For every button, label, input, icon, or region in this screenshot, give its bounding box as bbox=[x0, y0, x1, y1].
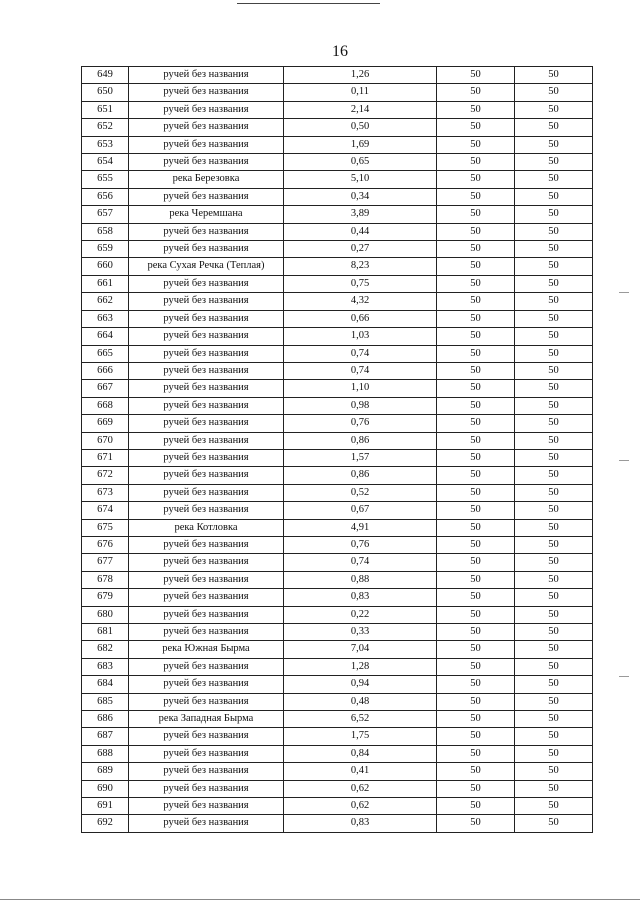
table-row bbox=[82, 571, 593, 588]
water-body-name: ручей без названия bbox=[129, 362, 284, 379]
row-number: 690 bbox=[82, 780, 129, 797]
length-value: 0,33 bbox=[284, 624, 437, 641]
water-body-name: ручей без названия bbox=[129, 345, 284, 362]
zone-width-value: 50 bbox=[515, 519, 593, 536]
zone-width-value: 50 bbox=[515, 676, 593, 693]
row-number: 654 bbox=[82, 154, 129, 171]
water-body-name: ручей без названия bbox=[129, 467, 284, 484]
zone-width-value: 50 bbox=[437, 154, 515, 171]
row-number: 668 bbox=[82, 397, 129, 414]
length-value: 0,67 bbox=[284, 502, 437, 519]
water-body-name: ручей без названия bbox=[129, 241, 284, 258]
row-number: 684 bbox=[82, 676, 129, 693]
row-number: 652 bbox=[82, 119, 129, 136]
zone-width-value: 50 bbox=[437, 711, 515, 728]
table-row bbox=[82, 275, 593, 292]
row-number: 653 bbox=[82, 136, 129, 153]
zone-width-value: 50 bbox=[515, 275, 593, 292]
water-body-name: ручей без названия bbox=[129, 676, 284, 693]
zone-width-value: 50 bbox=[437, 310, 515, 327]
table-row bbox=[82, 467, 593, 484]
zone-width-value: 50 bbox=[515, 67, 593, 84]
zone-width-value: 50 bbox=[437, 67, 515, 84]
zone-width-value: 50 bbox=[515, 119, 593, 136]
length-value: 1,03 bbox=[284, 328, 437, 345]
water-body-name: ручей без названия bbox=[129, 119, 284, 136]
length-value: 8,23 bbox=[284, 258, 437, 275]
table-row bbox=[82, 658, 593, 675]
length-value: 1,26 bbox=[284, 67, 437, 84]
water-body-name: ручей без названия bbox=[129, 502, 284, 519]
row-number: 675 bbox=[82, 519, 129, 536]
length-value: 0,86 bbox=[284, 432, 437, 449]
table-row bbox=[82, 293, 593, 310]
water-body-name: ручей без названия bbox=[129, 310, 284, 327]
water-body-name: река Котловка bbox=[129, 519, 284, 536]
water-body-name: ручей без названия bbox=[129, 589, 284, 606]
zone-width-value: 50 bbox=[437, 206, 515, 223]
row-number: 686 bbox=[82, 711, 129, 728]
row-number: 664 bbox=[82, 328, 129, 345]
table-row bbox=[82, 763, 593, 780]
length-value: 6,52 bbox=[284, 711, 437, 728]
water-body-name: ручей без названия bbox=[129, 328, 284, 345]
water-body-name: ручей без названия bbox=[129, 571, 284, 588]
length-value: 0,65 bbox=[284, 154, 437, 171]
length-value: 0,62 bbox=[284, 780, 437, 797]
row-number: 677 bbox=[82, 554, 129, 571]
table-row bbox=[82, 119, 593, 136]
water-body-name: ручей без названия bbox=[129, 554, 284, 571]
zone-width-value: 50 bbox=[515, 328, 593, 345]
zone-width-value: 50 bbox=[437, 728, 515, 745]
zone-width-value: 50 bbox=[515, 467, 593, 484]
row-number: 680 bbox=[82, 606, 129, 623]
scan-mark bbox=[619, 460, 629, 461]
length-value: 0,22 bbox=[284, 606, 437, 623]
zone-width-value: 50 bbox=[515, 171, 593, 188]
table-row bbox=[82, 241, 593, 258]
zone-width-value: 50 bbox=[437, 536, 515, 553]
water-body-name: ручей без названия bbox=[129, 154, 284, 171]
water-body-name: ручей без названия bbox=[129, 449, 284, 466]
row-number: 676 bbox=[82, 536, 129, 553]
length-value: 5,10 bbox=[284, 171, 437, 188]
table-row bbox=[82, 536, 593, 553]
rivers-table-body bbox=[82, 67, 593, 833]
length-value: 0,34 bbox=[284, 188, 437, 205]
table-row bbox=[82, 328, 593, 345]
zone-width-value: 50 bbox=[437, 815, 515, 832]
table-row bbox=[82, 345, 593, 362]
row-number: 681 bbox=[82, 624, 129, 641]
row-number: 682 bbox=[82, 641, 129, 658]
zone-width-value: 50 bbox=[437, 380, 515, 397]
row-number: 692 bbox=[82, 815, 129, 832]
water-body-name: ручей без названия bbox=[129, 415, 284, 432]
zone-width-value: 50 bbox=[437, 676, 515, 693]
table-row bbox=[82, 380, 593, 397]
length-value: 2,14 bbox=[284, 101, 437, 118]
length-value: 0,50 bbox=[284, 119, 437, 136]
row-number: 650 bbox=[82, 84, 129, 101]
water-body-name: ручей без названия bbox=[129, 624, 284, 641]
top-rule bbox=[237, 3, 380, 4]
length-value: 0,52 bbox=[284, 484, 437, 501]
zone-width-value: 50 bbox=[437, 119, 515, 136]
length-value: 1,57 bbox=[284, 449, 437, 466]
length-value: 0,94 bbox=[284, 676, 437, 693]
water-body-name: ручей без названия bbox=[129, 763, 284, 780]
length-value: 0,66 bbox=[284, 310, 437, 327]
row-number: 669 bbox=[82, 415, 129, 432]
water-body-name: ручей без названия bbox=[129, 536, 284, 553]
water-body-name: река Сухая Речка (Теплая) bbox=[129, 258, 284, 275]
zone-width-value: 50 bbox=[437, 780, 515, 797]
table-row bbox=[82, 362, 593, 379]
length-value: 0,74 bbox=[284, 554, 437, 571]
bottom-rule bbox=[0, 899, 640, 900]
length-value: 0,62 bbox=[284, 798, 437, 815]
table-row bbox=[82, 101, 593, 118]
zone-width-value: 50 bbox=[515, 502, 593, 519]
zone-width-value: 50 bbox=[437, 467, 515, 484]
zone-width-value: 50 bbox=[515, 432, 593, 449]
row-number: 649 bbox=[82, 67, 129, 84]
water-body-name: ручей без названия bbox=[129, 780, 284, 797]
length-value: 0,83 bbox=[284, 815, 437, 832]
length-value: 0,86 bbox=[284, 467, 437, 484]
zone-width-value: 50 bbox=[515, 536, 593, 553]
length-value: 1,75 bbox=[284, 728, 437, 745]
length-value: 3,89 bbox=[284, 206, 437, 223]
length-value: 0,88 bbox=[284, 571, 437, 588]
zone-width-value: 50 bbox=[437, 798, 515, 815]
water-body-name: река Черемшана bbox=[129, 206, 284, 223]
row-number: 685 bbox=[82, 693, 129, 710]
table-row bbox=[82, 136, 593, 153]
row-number: 671 bbox=[82, 449, 129, 466]
table-row bbox=[82, 606, 593, 623]
table-row bbox=[82, 258, 593, 275]
zone-width-value: 50 bbox=[437, 449, 515, 466]
table-row bbox=[82, 624, 593, 641]
zone-width-value: 50 bbox=[515, 798, 593, 815]
table-row bbox=[82, 589, 593, 606]
water-body-name: ручей без названия bbox=[129, 136, 284, 153]
zone-width-value: 50 bbox=[515, 380, 593, 397]
length-value: 4,32 bbox=[284, 293, 437, 310]
water-body-name: ручей без названия bbox=[129, 397, 284, 414]
water-body-name: ручей без названия bbox=[129, 293, 284, 310]
table-row bbox=[82, 432, 593, 449]
table-row bbox=[82, 641, 593, 658]
row-number: 672 bbox=[82, 467, 129, 484]
row-number: 691 bbox=[82, 798, 129, 815]
row-number: 667 bbox=[82, 380, 129, 397]
zone-width-value: 50 bbox=[515, 136, 593, 153]
length-value: 0,98 bbox=[284, 397, 437, 414]
zone-width-value: 50 bbox=[515, 624, 593, 641]
zone-width-value: 50 bbox=[437, 589, 515, 606]
table-row bbox=[82, 449, 593, 466]
zone-width-value: 50 bbox=[437, 624, 515, 641]
table-row bbox=[82, 223, 593, 240]
row-number: 662 bbox=[82, 293, 129, 310]
page-number: 16 bbox=[332, 43, 348, 60]
row-number: 673 bbox=[82, 484, 129, 501]
length-value: 1,10 bbox=[284, 380, 437, 397]
zone-width-value: 50 bbox=[515, 728, 593, 745]
table-row bbox=[82, 188, 593, 205]
table-row bbox=[82, 693, 593, 710]
zone-width-value: 50 bbox=[515, 223, 593, 240]
zone-width-value: 50 bbox=[437, 328, 515, 345]
row-number: 658 bbox=[82, 223, 129, 240]
water-body-name: ручей без названия bbox=[129, 101, 284, 118]
zone-width-value: 50 bbox=[515, 815, 593, 832]
table-row bbox=[82, 397, 593, 414]
zone-width-value: 50 bbox=[437, 432, 515, 449]
row-number: 674 bbox=[82, 502, 129, 519]
water-body-name: ручей без названия bbox=[129, 432, 284, 449]
row-number: 656 bbox=[82, 188, 129, 205]
zone-width-value: 50 bbox=[437, 241, 515, 258]
zone-width-value: 50 bbox=[515, 589, 593, 606]
zone-width-value: 50 bbox=[515, 763, 593, 780]
table-row bbox=[82, 310, 593, 327]
length-value: 0,76 bbox=[284, 415, 437, 432]
table-row bbox=[82, 171, 593, 188]
zone-width-value: 50 bbox=[515, 606, 593, 623]
zone-width-value: 50 bbox=[437, 519, 515, 536]
water-body-name: ручей без названия bbox=[129, 275, 284, 292]
zone-width-value: 50 bbox=[437, 223, 515, 240]
zone-width-value: 50 bbox=[437, 763, 515, 780]
water-body-name: ручей без названия bbox=[129, 728, 284, 745]
zone-width-value: 50 bbox=[515, 154, 593, 171]
rivers-table bbox=[81, 66, 593, 833]
zone-width-value: 50 bbox=[515, 188, 593, 205]
zone-width-value: 50 bbox=[437, 84, 515, 101]
zone-width-value: 50 bbox=[515, 484, 593, 501]
row-number: 660 bbox=[82, 258, 129, 275]
row-number: 661 bbox=[82, 275, 129, 292]
length-value: 0,84 bbox=[284, 745, 437, 762]
table-row bbox=[82, 484, 593, 501]
water-body-name: ручей без названия bbox=[129, 798, 284, 815]
zone-width-value: 50 bbox=[515, 241, 593, 258]
table-row bbox=[82, 206, 593, 223]
table-row bbox=[82, 745, 593, 762]
length-value: 0,74 bbox=[284, 345, 437, 362]
water-body-name: ручей без названия bbox=[129, 84, 284, 101]
zone-width-value: 50 bbox=[437, 502, 515, 519]
length-value: 0,83 bbox=[284, 589, 437, 606]
water-body-name: ручей без названия bbox=[129, 815, 284, 832]
row-number: 659 bbox=[82, 241, 129, 258]
water-body-name: река Березовка bbox=[129, 171, 284, 188]
length-value: 4,91 bbox=[284, 519, 437, 536]
water-body-name: ручей без названия bbox=[129, 658, 284, 675]
zone-width-value: 50 bbox=[515, 693, 593, 710]
table-row bbox=[82, 815, 593, 832]
row-number: 665 bbox=[82, 345, 129, 362]
zone-width-value: 50 bbox=[515, 310, 593, 327]
water-body-name: ручей без названия bbox=[129, 693, 284, 710]
length-value: 1,28 bbox=[284, 658, 437, 675]
table-row bbox=[82, 154, 593, 171]
water-body-name: ручей без названия bbox=[129, 484, 284, 501]
zone-width-value: 50 bbox=[437, 745, 515, 762]
table-row bbox=[82, 780, 593, 797]
zone-width-value: 50 bbox=[437, 484, 515, 501]
water-body-name: ручей без названия bbox=[129, 380, 284, 397]
zone-width-value: 50 bbox=[437, 188, 515, 205]
zone-width-value: 50 bbox=[437, 136, 515, 153]
scan-mark bbox=[619, 292, 629, 293]
water-body-name: ручей без названия bbox=[129, 606, 284, 623]
table-row bbox=[82, 415, 593, 432]
zone-width-value: 50 bbox=[437, 275, 515, 292]
water-body-name: река Южная Бырма bbox=[129, 641, 284, 658]
table-row bbox=[82, 676, 593, 693]
water-body-name: ручей без названия bbox=[129, 223, 284, 240]
table-row bbox=[82, 798, 593, 815]
table-row bbox=[82, 67, 593, 84]
row-number: 688 bbox=[82, 745, 129, 762]
zone-width-value: 50 bbox=[515, 293, 593, 310]
row-number: 678 bbox=[82, 571, 129, 588]
zone-width-value: 50 bbox=[515, 711, 593, 728]
row-number: 655 bbox=[82, 171, 129, 188]
zone-width-value: 50 bbox=[515, 449, 593, 466]
zone-width-value: 50 bbox=[515, 84, 593, 101]
zone-width-value: 50 bbox=[515, 206, 593, 223]
zone-width-value: 50 bbox=[437, 171, 515, 188]
table-row bbox=[82, 502, 593, 519]
row-number: 657 bbox=[82, 206, 129, 223]
water-body-name: ручей без названия bbox=[129, 745, 284, 762]
table-row bbox=[82, 84, 593, 101]
row-number: 679 bbox=[82, 589, 129, 606]
zone-width-value: 50 bbox=[437, 693, 515, 710]
zone-width-value: 50 bbox=[515, 101, 593, 118]
zone-width-value: 50 bbox=[437, 397, 515, 414]
row-number: 651 bbox=[82, 101, 129, 118]
length-value: 0,74 bbox=[284, 362, 437, 379]
row-number: 670 bbox=[82, 432, 129, 449]
zone-width-value: 50 bbox=[515, 571, 593, 588]
zone-width-value: 50 bbox=[437, 554, 515, 571]
zone-width-value: 50 bbox=[515, 362, 593, 379]
length-value: 0,41 bbox=[284, 763, 437, 780]
length-value: 0,48 bbox=[284, 693, 437, 710]
length-value: 0,27 bbox=[284, 241, 437, 258]
zone-width-value: 50 bbox=[515, 345, 593, 362]
water-body-name: река Западная Бырма bbox=[129, 711, 284, 728]
zone-width-value: 50 bbox=[515, 658, 593, 675]
zone-width-value: 50 bbox=[437, 293, 515, 310]
zone-width-value: 50 bbox=[437, 101, 515, 118]
zone-width-value: 50 bbox=[437, 345, 515, 362]
zone-width-value: 50 bbox=[515, 554, 593, 571]
length-value: 0,75 bbox=[284, 275, 437, 292]
zone-width-value: 50 bbox=[515, 258, 593, 275]
zone-width-value: 50 bbox=[515, 745, 593, 762]
zone-width-value: 50 bbox=[515, 780, 593, 797]
zone-width-value: 50 bbox=[437, 362, 515, 379]
zone-width-value: 50 bbox=[437, 606, 515, 623]
row-number: 683 bbox=[82, 658, 129, 675]
water-body-name: ручей без названия bbox=[129, 188, 284, 205]
zone-width-value: 50 bbox=[515, 397, 593, 414]
table-row bbox=[82, 554, 593, 571]
row-number: 666 bbox=[82, 362, 129, 379]
zone-width-value: 50 bbox=[437, 415, 515, 432]
zone-width-value: 50 bbox=[437, 571, 515, 588]
length-value: 0,44 bbox=[284, 223, 437, 240]
table-row bbox=[82, 711, 593, 728]
table-row bbox=[82, 728, 593, 745]
water-body-name: ручей без названия bbox=[129, 67, 284, 84]
length-value: 0,76 bbox=[284, 536, 437, 553]
length-value: 0,11 bbox=[284, 84, 437, 101]
row-number: 689 bbox=[82, 763, 129, 780]
zone-width-value: 50 bbox=[437, 258, 515, 275]
zone-width-value: 50 bbox=[515, 415, 593, 432]
length-value: 1,69 bbox=[284, 136, 437, 153]
length-value: 7,04 bbox=[284, 641, 437, 658]
zone-width-value: 50 bbox=[515, 641, 593, 658]
row-number: 687 bbox=[82, 728, 129, 745]
table-row bbox=[82, 519, 593, 536]
zone-width-value: 50 bbox=[437, 658, 515, 675]
scan-mark bbox=[619, 676, 629, 677]
row-number: 663 bbox=[82, 310, 129, 327]
zone-width-value: 50 bbox=[437, 641, 515, 658]
